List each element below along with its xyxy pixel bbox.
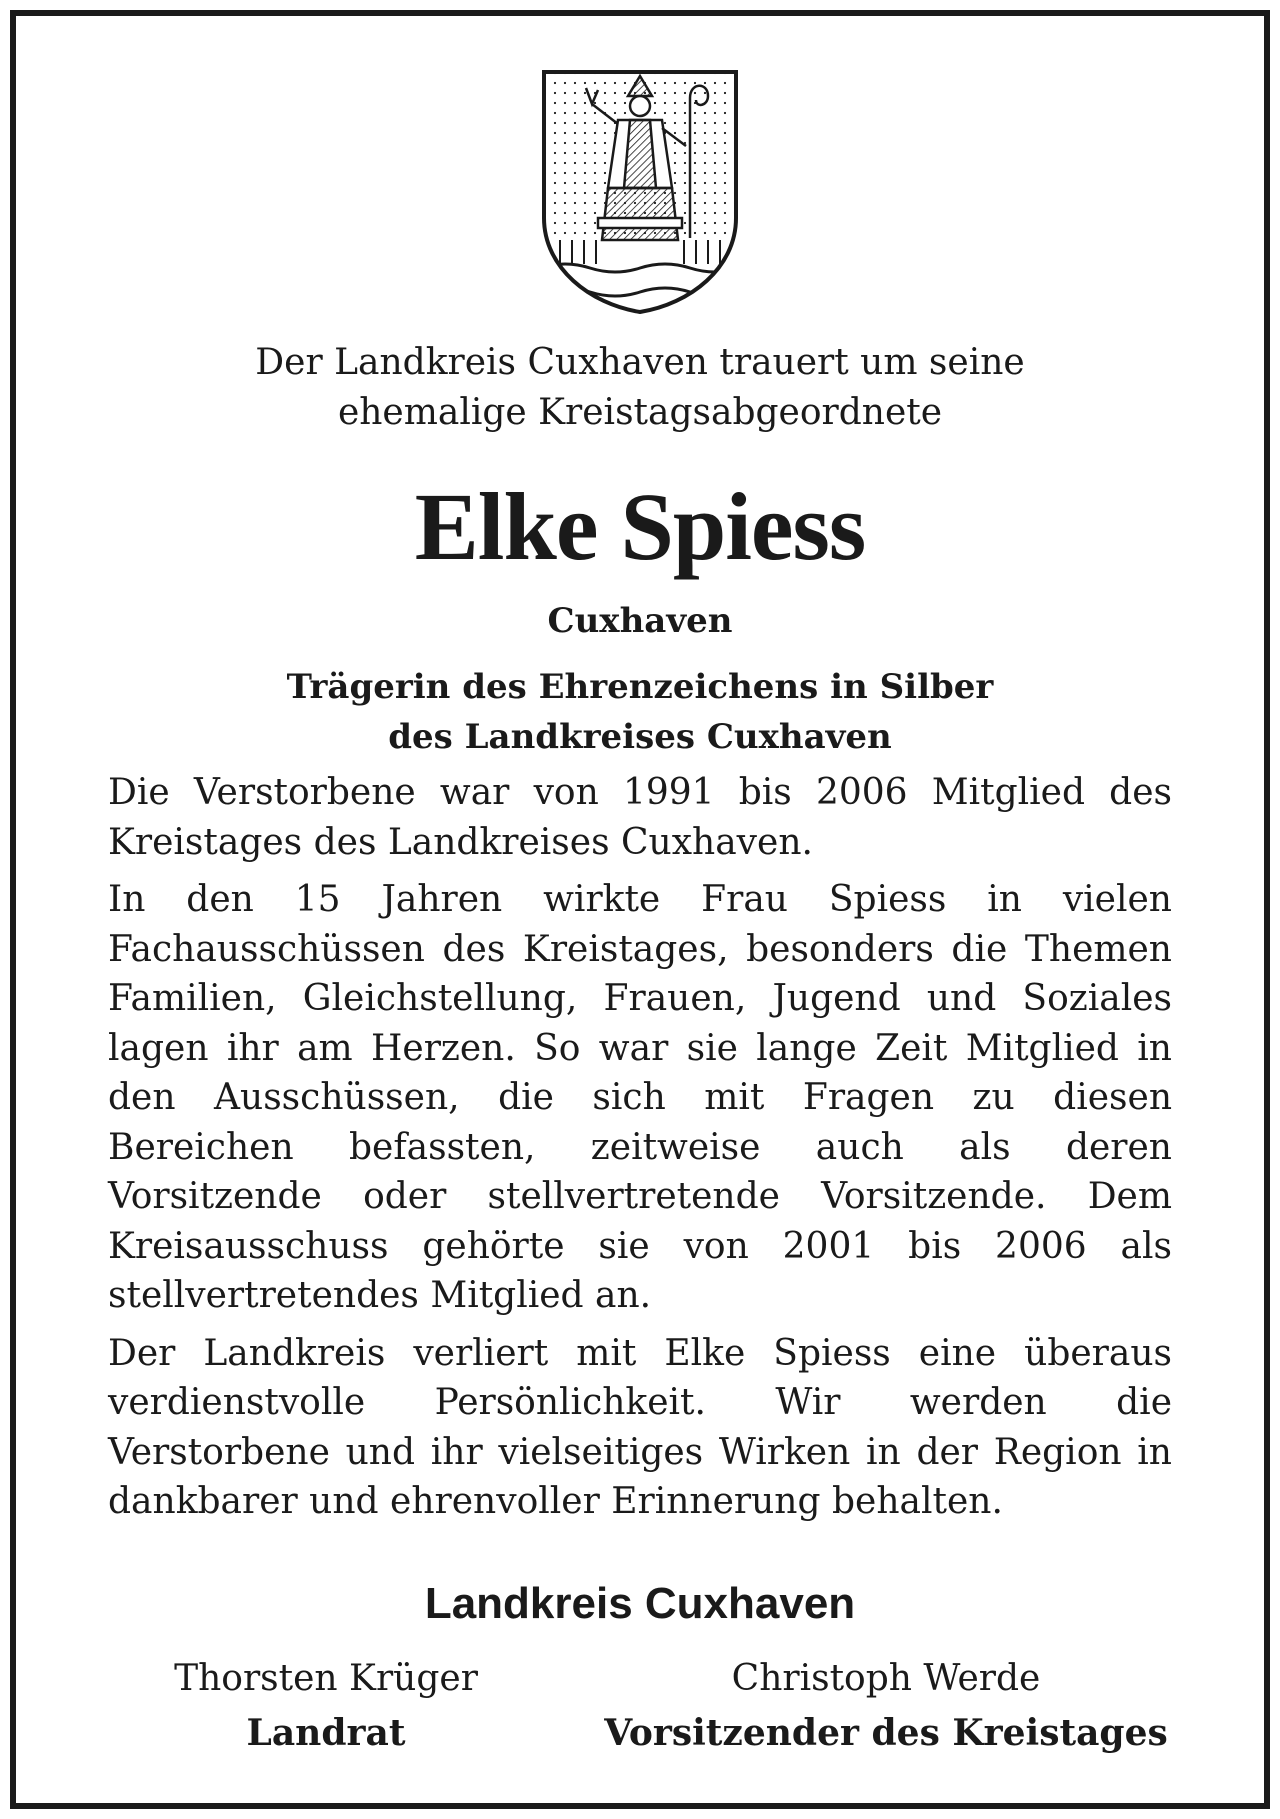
- honor-line-2: des Landkreises Cuxhaven: [388, 717, 892, 757]
- intro-text: [16, 338, 1264, 438]
- honor-text: [16, 662, 1264, 762]
- honor-line-1: Trägerin des Ehrenzeichens in Silber: [286, 667, 994, 707]
- deceased-name: Elke Spiess: [414, 473, 866, 580]
- body-paragraph: Die Verstorbene war von 1991 bis 2006 Mitglied des Kreistages des Landkreises Cuxhaven.: [108, 772, 1172, 863]
- signatory-right: [596, 1652, 1176, 1760]
- signatory-name: Christoph Werde: [731, 1658, 1041, 1699]
- intro-line-1: Der Landkreis Cuxhaven trauert um seine: [255, 342, 1025, 383]
- signatory-name: Thorsten Krüger: [174, 1658, 478, 1699]
- notice-frame: [10, 10, 1270, 1809]
- organization-name: Landkreis Cuxhaven: [424, 1579, 856, 1628]
- notice-content: [16, 16, 1264, 1803]
- notice-body: [108, 768, 1172, 1535]
- body-paragraph: Der Landkreis verliert mit Elke Spiess eine überaus verdienstvolle Persönlichkeit. Wir werden die Verstorbene und ihr vielseitiges Wirken in der Region in dankbarer und ehrenvoller Erinnerung behalten.: [108, 1332, 1172, 1522]
- coat-of-arms-icon: [540, 68, 740, 316]
- intro-line-2: ehemalige Kreistagsabgeordnete: [337, 392, 943, 433]
- signatory-role: Vorsitzender des Kreistages: [604, 1712, 1168, 1754]
- body-paragraph: In den 15 Jahren wirkte Frau Spiess in vielen Fachausschüssen des Kreistages, besonders die Themen Familien, Gleichstellung, Frauen, Jugend und Soziales lagen ihr am Herzen. So war sie lange Zeit Mitglied in den Ausschüssen, die sich mit Fragen zu diesen Bereichen befassten, zeitweise auch als deren Vorsitzende oder stellvertretende Vorsitzende. Dem Kreisausschuss gehörte sie von 2001 bis 2006 als stellvertretendes Mitglied an.: [108, 879, 1172, 1316]
- deceased-place: Cuxhaven: [547, 601, 733, 641]
- signatory-left: [126, 1652, 526, 1760]
- signatory-role: Landrat: [246, 1712, 406, 1754]
